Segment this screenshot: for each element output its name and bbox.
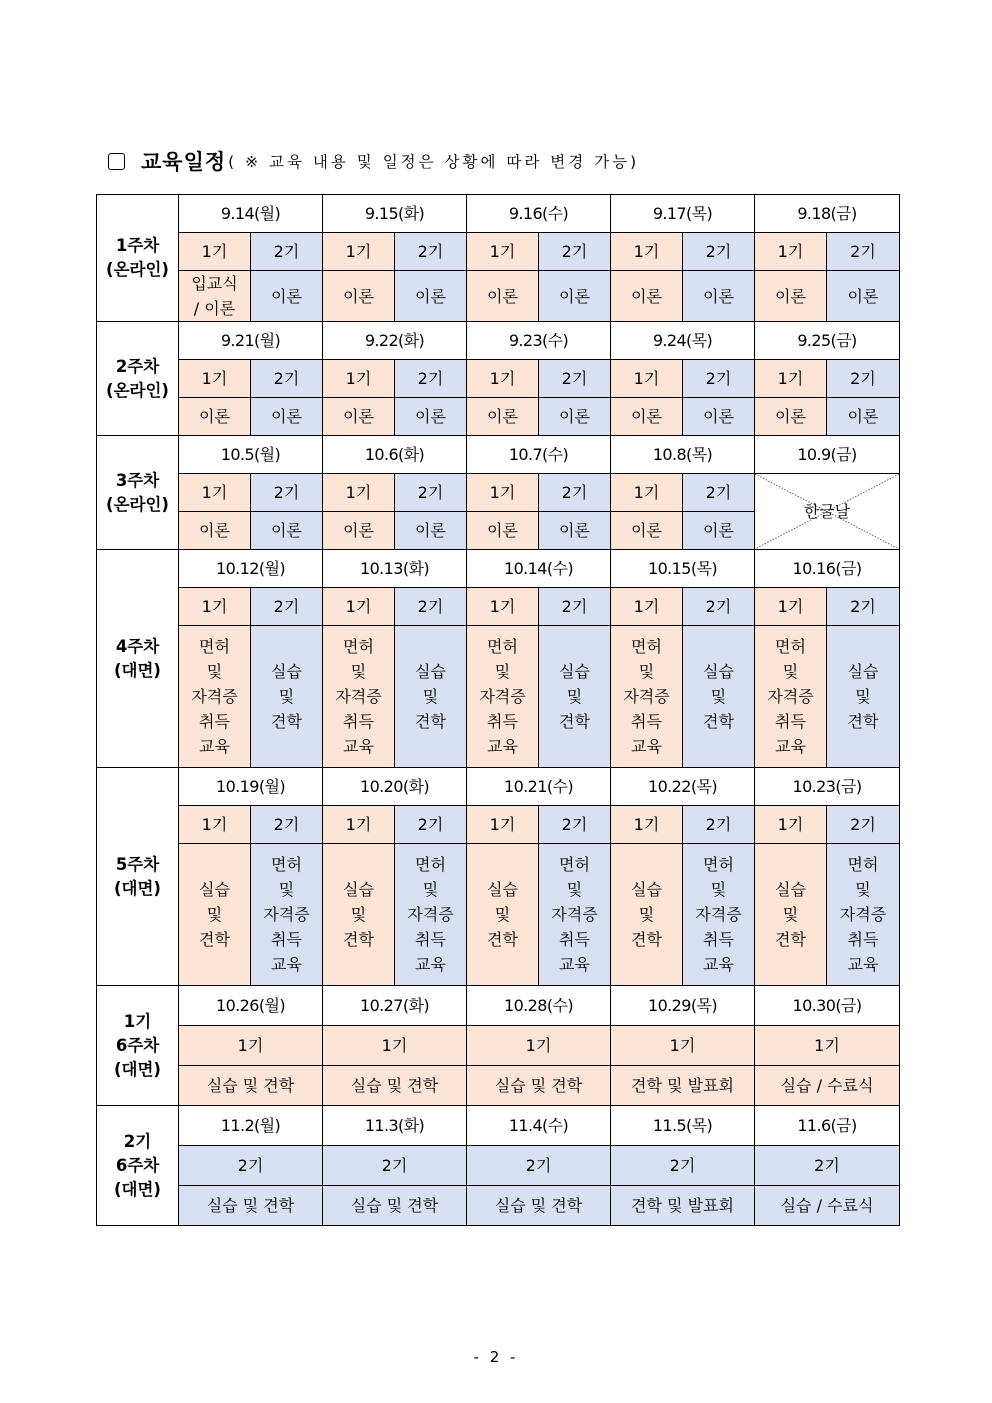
cohort-row: [97, 806, 900, 844]
date-cell: 10.29(목): [611, 986, 755, 1026]
cohort-cell: 1기: [755, 360, 827, 398]
date-cell: 9.25(금): [755, 322, 900, 360]
week-label: 1기 6주차 (대면): [97, 986, 179, 1106]
cohort-cell: 2기: [683, 360, 755, 398]
cohort-cell: 2기: [251, 806, 323, 844]
date-cell: 11.5(목): [611, 1106, 755, 1146]
date-cell: 11.4(수): [467, 1106, 611, 1146]
cohort-row: [97, 233, 900, 271]
date-cell: 10.13(화): [323, 550, 467, 588]
date-cell: 10.22(목): [611, 768, 755, 806]
cohort-cell: 1기: [611, 233, 683, 271]
section-note: ( ※ 교육 내용 및 일정은 상황에 따라 변경 가능): [228, 153, 640, 171]
week-label: 1주차 (온라인): [97, 195, 179, 322]
content-cell: 실습 및 견학: [683, 626, 755, 768]
content-cell: 이론: [539, 271, 611, 322]
schedule-table: [96, 194, 900, 1226]
week-label: 4주차 (대면): [97, 550, 179, 768]
content-cell: 면허 및 자격증 취득 교육: [395, 844, 467, 986]
content-cell: 이론: [827, 398, 900, 436]
date-cell: 10.30(금): [755, 986, 900, 1026]
date-cell: 11.6(금): [755, 1106, 900, 1146]
content-cell: 이론: [755, 271, 827, 322]
cohort-cell: 1기: [611, 1026, 755, 1066]
cohort-cell: 1기: [755, 1026, 900, 1066]
date-cell: 10.21(수): [467, 768, 611, 806]
cohort-cell: 2기: [395, 360, 467, 398]
content-cell: 이론: [683, 271, 755, 322]
content-cell: 면허 및 자격증 취득 교육: [539, 844, 611, 986]
content-cell: 이론: [323, 512, 395, 550]
content-cell: 이론: [467, 398, 539, 436]
cohort-cell: 1기: [755, 233, 827, 271]
content-cell: 이론: [611, 398, 683, 436]
content-cell: 실습 및 견학: [179, 1066, 323, 1106]
cohort-cell: 1기: [611, 806, 683, 844]
cohort-cell: 2기: [539, 474, 611, 512]
cohort-cell: 2기: [395, 588, 467, 626]
date-cell: 10.9(금): [755, 436, 900, 474]
cohort-cell: 1기: [467, 474, 539, 512]
cohort-cell: 2기: [827, 360, 900, 398]
cohort-cell: 1기: [755, 806, 827, 844]
date-cell: 9.16(수): [467, 195, 611, 233]
content-cell: 실습 / 수료식: [755, 1066, 900, 1106]
content-cell: 실습 / 수료식: [755, 1186, 900, 1226]
holiday-cell: [755, 474, 900, 550]
cohort-cell: 2기: [251, 233, 323, 271]
cohort-cell: 2기: [539, 233, 611, 271]
section-title: 교육일정: [141, 150, 227, 174]
cohort-cell: 1기: [611, 474, 683, 512]
cohort-cell: 2기: [611, 1146, 755, 1186]
date-cell: 9.21(월): [179, 322, 323, 360]
content-cell: 이론: [683, 512, 755, 550]
date-cell: 10.27(화): [323, 986, 467, 1026]
content-cell: 실습 및 견학: [467, 1066, 611, 1106]
content-cell: 견학 및 발표회: [611, 1186, 755, 1226]
content-row: [97, 626, 900, 768]
cohort-cell: 2기: [827, 588, 900, 626]
week-label: 3주차 (온라인): [97, 436, 179, 550]
cohort-cell: 2기: [827, 233, 900, 271]
content-cell: 이론: [395, 271, 467, 322]
cohort-cell: 2기: [539, 588, 611, 626]
cohort-cell: 2기: [251, 360, 323, 398]
date-cell: 10.19(월): [179, 768, 323, 806]
cohort-cell: 2기: [323, 1146, 467, 1186]
cohort-cell: 2기: [539, 360, 611, 398]
cohort-row: [97, 588, 900, 626]
content-cell: 실습 및 견학: [323, 844, 395, 986]
date-cell: 10.20(화): [323, 768, 467, 806]
date-cell: 10.15(목): [611, 550, 755, 588]
cohort-row: [97, 474, 900, 512]
cohort-cell: 2기: [467, 1146, 611, 1186]
date-cell: 10.26(월): [179, 986, 323, 1026]
content-cell: 실습 및 견학: [323, 1186, 467, 1226]
content-row: [97, 271, 900, 322]
week-label: 2주차 (온라인): [97, 322, 179, 436]
date-cell: 10.5(월): [179, 436, 323, 474]
content-cell: 실습 및 견학: [467, 844, 539, 986]
content-cell: 이론: [179, 398, 251, 436]
cohort-cell: 2기: [251, 474, 323, 512]
cohort-row: [97, 1146, 900, 1186]
date-cell: 10.6(화): [323, 436, 467, 474]
content-row: [97, 844, 900, 986]
date-cell: 10.28(수): [467, 986, 611, 1026]
cohort-row: [97, 360, 900, 398]
week-label: 5주차 (대면): [97, 768, 179, 986]
content-cell: 면허 및 자격증 취득 교육: [251, 844, 323, 986]
week-label: 2기 6주차 (대면): [97, 1106, 179, 1226]
cohort-cell: 1기: [755, 588, 827, 626]
cohort-cell: 2기: [395, 233, 467, 271]
cohort-cell: 2기: [251, 588, 323, 626]
content-cell: 실습 및 견학: [611, 844, 683, 986]
cohort-cell: 2기: [395, 806, 467, 844]
content-cell: 이론: [611, 512, 683, 550]
cohort-cell: 1기: [323, 1026, 467, 1066]
cohort-cell: 1기: [611, 588, 683, 626]
section-heading: [108, 143, 639, 179]
content-cell: 이론: [395, 398, 467, 436]
date-cell: 10.7(수): [467, 436, 611, 474]
content-row: [97, 1186, 900, 1226]
date-cell: 10.23(금): [755, 768, 900, 806]
content-cell: 실습 및 견학: [539, 626, 611, 768]
date-cell: 10.16(금): [755, 550, 900, 588]
content-cell: 면허 및 자격증 취득 교육: [323, 626, 395, 768]
content-cell: 실습 및 견학: [179, 1186, 323, 1226]
content-cell: 실습 및 견학: [251, 626, 323, 768]
content-cell: 이론: [251, 398, 323, 436]
content-cell: 이론: [251, 512, 323, 550]
content-cell: 이론: [467, 271, 539, 322]
date-cell: 10.14(수): [467, 550, 611, 588]
cohort-cell: 2기: [179, 1146, 323, 1186]
content-cell: 실습 및 견학: [755, 844, 827, 986]
content-cell: 이론: [323, 398, 395, 436]
content-cell: 이론: [683, 398, 755, 436]
date-cell: 9.17(목): [611, 195, 755, 233]
date-cell: 9.18(금): [755, 195, 900, 233]
cohort-cell: 2기: [755, 1146, 900, 1186]
date-row: [97, 1106, 900, 1146]
date-cell: 9.22(화): [323, 322, 467, 360]
date-cell: 10.12(월): [179, 550, 323, 588]
content-cell: 실습 및 견학: [179, 844, 251, 986]
cohort-cell: 1기: [323, 474, 395, 512]
cohort-cell: 2기: [683, 474, 755, 512]
content-row: [97, 1066, 900, 1106]
content-cell: 이론: [323, 271, 395, 322]
content-cell: 면허 및 자격증 취득 교육: [467, 626, 539, 768]
cohort-cell: 2기: [395, 474, 467, 512]
cohort-cell: 1기: [611, 360, 683, 398]
cohort-cell: 1기: [467, 588, 539, 626]
content-cell: 견학 및 발표회: [611, 1066, 755, 1106]
cohort-cell: 2기: [683, 233, 755, 271]
date-cell: 9.24(목): [611, 322, 755, 360]
cohort-cell: 1기: [179, 806, 251, 844]
content-cell: 이론: [827, 271, 900, 322]
content-cell: 이론: [467, 512, 539, 550]
content-cell: 이론: [539, 512, 611, 550]
content-cell: 이론: [755, 398, 827, 436]
cohort-cell: 2기: [539, 806, 611, 844]
date-row: [97, 986, 900, 1026]
cohort-cell: 1기: [323, 588, 395, 626]
cohort-cell: 2기: [683, 806, 755, 844]
date-row: [97, 322, 900, 360]
cohort-cell: 2기: [827, 806, 900, 844]
content-cell: 이론: [179, 512, 251, 550]
content-cell: 면허 및 자격증 취득 교육: [827, 844, 900, 986]
content-cell: 면허 및 자격증 취득 교육: [755, 626, 827, 768]
cohort-cell: 1기: [179, 474, 251, 512]
date-cell: 9.23(수): [467, 322, 611, 360]
date-row: [97, 550, 900, 588]
content-cell: 이론: [251, 271, 323, 322]
cohort-cell: 1기: [467, 233, 539, 271]
cohort-cell: 2기: [683, 588, 755, 626]
date-cell: 10.8(목): [611, 436, 755, 474]
content-cell: 이론: [611, 271, 683, 322]
date-row: [97, 768, 900, 806]
date-cell: 11.3(화): [323, 1106, 467, 1146]
date-cell: 9.14(월): [179, 195, 323, 233]
cohort-cell: 1기: [179, 588, 251, 626]
holiday-label: 한글날: [803, 502, 851, 521]
content-cell: 입교식 / 이론: [179, 271, 251, 322]
content-cell: 이론: [539, 398, 611, 436]
content-cell: 면허 및 자격증 취득 교육: [611, 626, 683, 768]
content-row: [97, 398, 900, 436]
content-cell: 실습 및 견학: [467, 1186, 611, 1226]
content-cell: 이론: [395, 512, 467, 550]
cohort-cell: 1기: [323, 360, 395, 398]
cohort-cell: 1기: [323, 233, 395, 271]
cohort-cell: 1기: [323, 806, 395, 844]
content-cell: 면허 및 자격증 취득 교육: [683, 844, 755, 986]
content-cell: 실습 및 견학: [395, 626, 467, 768]
date-row: [97, 195, 900, 233]
cohort-cell: 1기: [467, 1026, 611, 1066]
cohort-cell: 1기: [467, 806, 539, 844]
date-cell: 9.15(화): [323, 195, 467, 233]
cohort-cell: 1기: [179, 1026, 323, 1066]
date-row: [97, 436, 900, 474]
checkbox-square-icon: [108, 153, 125, 170]
cohort-cell: 1기: [179, 233, 251, 271]
date-cell: 11.2(월): [179, 1106, 323, 1146]
cohort-cell: 1기: [179, 360, 251, 398]
cohort-cell: 1기: [467, 360, 539, 398]
page-number: - 2 -: [473, 1348, 519, 1366]
cohort-row: [97, 1026, 900, 1066]
content-cell: 면허 및 자격증 취득 교육: [179, 626, 251, 768]
content-cell: 실습 및 견학: [323, 1066, 467, 1106]
content-cell: 실습 및 견학: [827, 626, 900, 768]
